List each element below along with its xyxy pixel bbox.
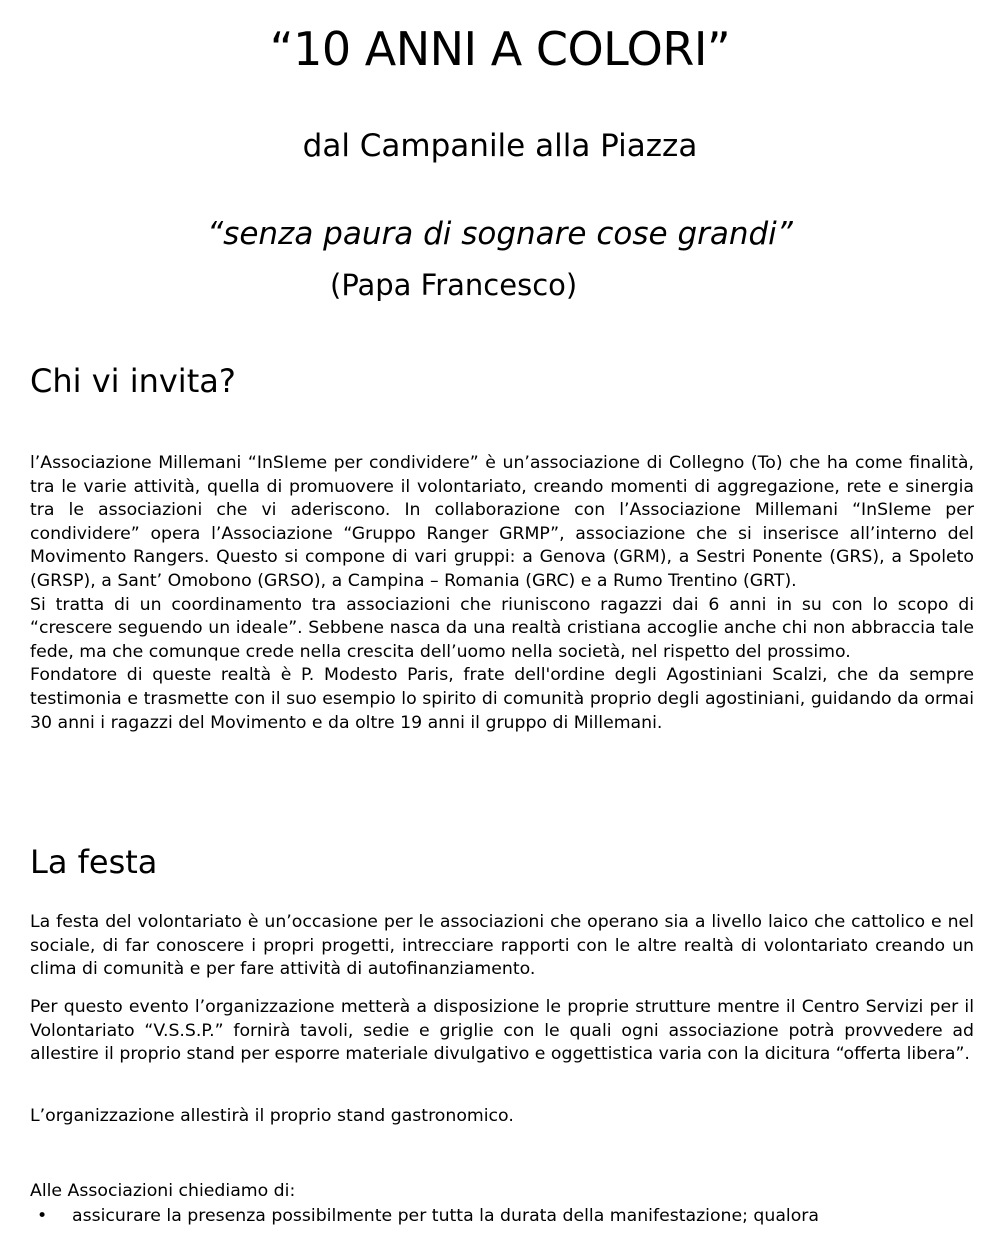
section-heading-festa: La festa — [30, 843, 158, 881]
festa-paragraph-3: L’organizzazione allestirà il proprio stand gastronomico. — [30, 1106, 514, 1126]
list-item-text: assicurare la presenza possibilmente per tutta la durata della manifestazione; qualora — [72, 1206, 819, 1226]
bullet-icon: • — [37, 1206, 48, 1226]
festa-paragraph-2: Per questo evento l’organizzazione metterà a disposizione le proprie strutture mentre il Centro Servizi per il Volontariato “V.S.S.P.” fornirà tavoli, sedie e griglie con le quali ogni associazione potrà provvedere ad allestire il proprio stand per esporre materiale divulgativo e oggettistica varia con la dicitura “offerta libera”. — [30, 997, 974, 1065]
page-title: “10 ANNI A COLORI” — [269, 22, 731, 76]
request-intro: Alle Associazioni chiediamo di: — [30, 1181, 296, 1201]
motto-quote: “senza paura di sognare cose grandi” — [207, 216, 793, 252]
list-item — [30, 1205, 974, 1229]
invite-paragraph: l’Associazione Millemani “InSIeme per condividere” è un’associazione di Collegno (To) che ha come finalità, tra le varie attività, quella di promuovere il volontariato, creando momenti di aggregazione, rete e sinergia tra le associazioni che vi aderiscono. In collaborazione con l’Associazione Millemani “InSIeme per condividere” opera l’Associazione “Gruppo Ranger GRMP”, associazione che si inserisce all’interno del Movimento Rangers. Questo si compone di vari gruppi: a Genova (GRM), a Sestri Ponente (GRS), a Spoleto (GRSP), a Sant’ Omobono (GRSO), a Campina – Romania (GRC) e a Rumo Trentino (GRT). Si tratta di un coordinamento tra associazioni che riuniscono ragazzi dai 6 anni in su con lo scopo di “crescere seguendo un ideale”. Sebbene nasca da una realtà cristiana accoglie anche chi non abbraccia tale fede, ma che comunque crede nella crescita dell’uomo nella società, nel rispetto del prossimo. Fondatore di queste realtà è P. Modesto Paris, frate dell'ordine degli Agostiniani Scalzi, che da sempre testimonia e trasmette con il suo esempio lo spirito di comunità proprio degli agostiniani, guidando da ormai 30 anni i ragazzi del Movimento e da oltre 19 anni il gruppo di Millemani. — [30, 453, 974, 733]
festa-paragraph-1: La festa del volontariato è un’occasione per le associazioni che operano sia a livello laico che cattolico e nel sociale, di far conoscere i propri progetti, intrecciare rapporti con le altre realtà di volontariato creando un clima di comunità e per fare attività di autofinanziamento. — [30, 912, 974, 980]
request-list — [30, 1205, 974, 1229]
quote-author: (Papa Francesco) — [330, 268, 578, 302]
page-subtitle: dal Campanile alla Piazza — [302, 128, 698, 164]
section-heading-invite: Chi vi invita? — [30, 362, 236, 400]
